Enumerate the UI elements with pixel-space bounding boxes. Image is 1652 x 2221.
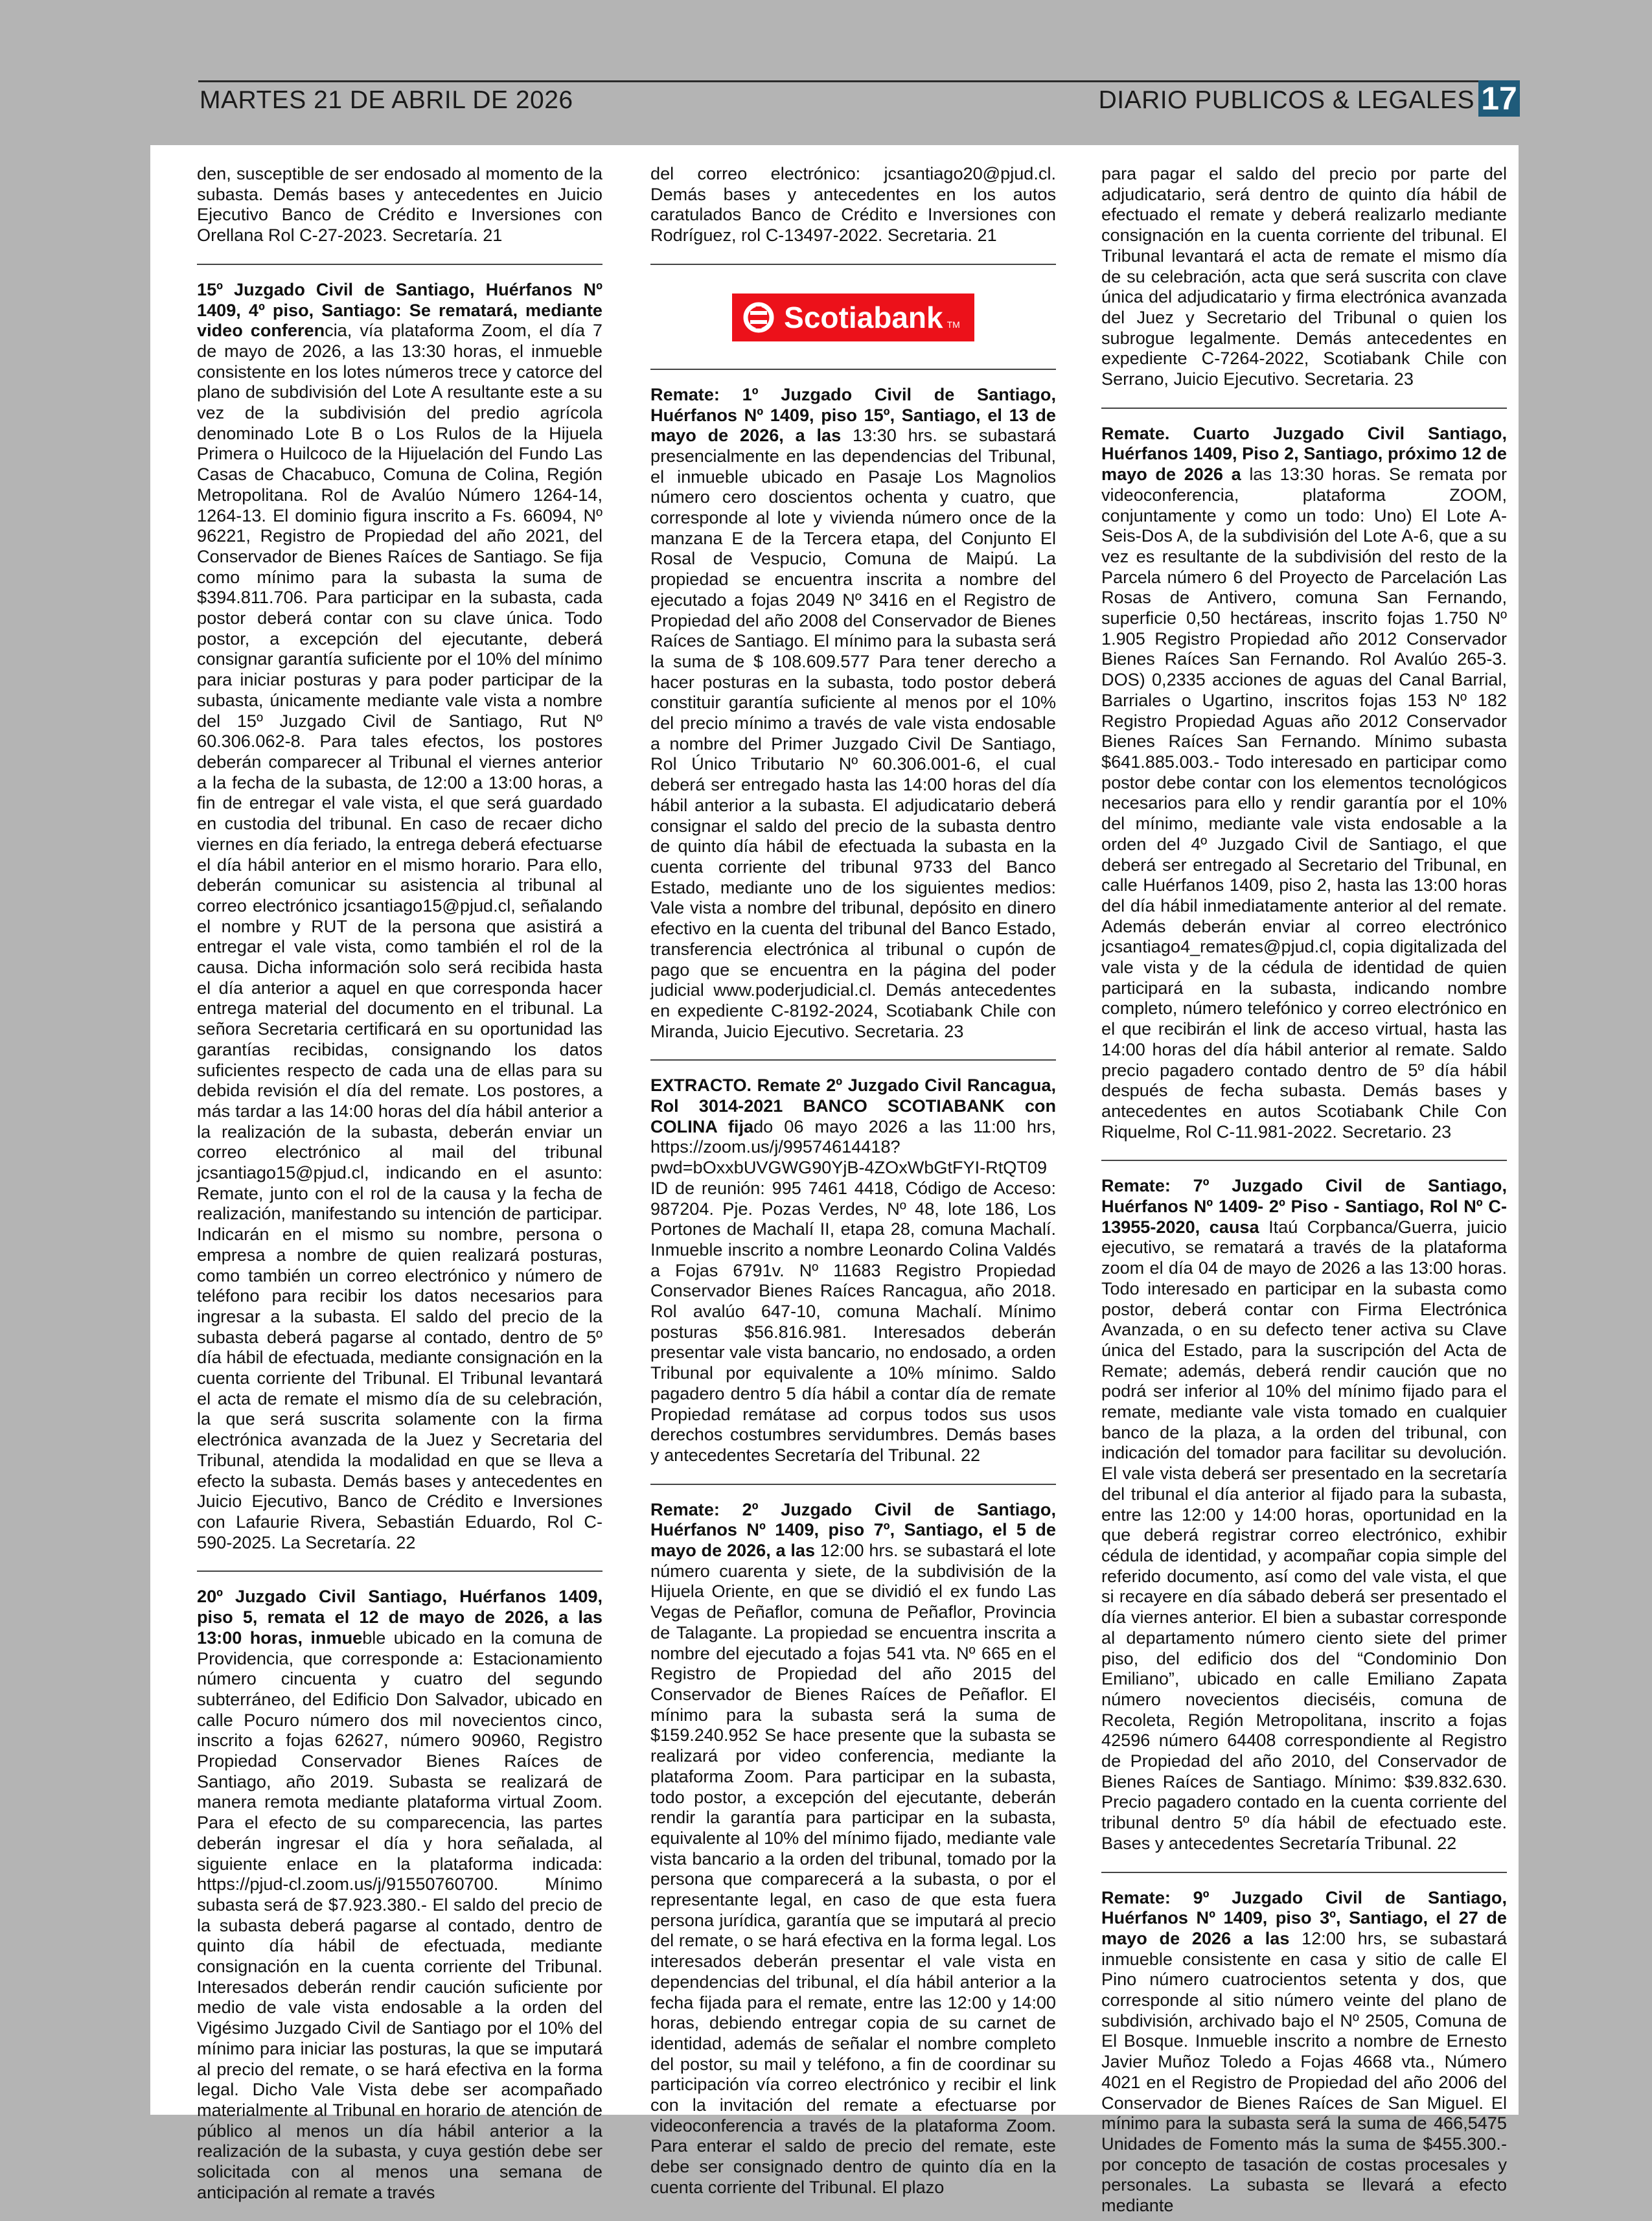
legal-notice	[1101, 163, 1507, 395]
notice-body: den, susceptible de ser endosado al momento de la subasta. Demás bases y antecedentes en Juicio Ejecutivo Banco de Crédito e Inversiones con Orellana Rol C-27-2023. Secretaría. 21	[197, 163, 602, 246]
legal-notice	[650, 1075, 1056, 1470]
notice-body: del correo electrónico: jcsantiago20@pjud.cl. Demás bases y antecedentes en los autos caratulados Banco de Crédito e Inversiones con Rodríguez, rol C-13497-2022. Secretaria. 21	[650, 163, 1056, 246]
logo-trademark: TM	[946, 319, 960, 330]
scotiabank-s-icon	[742, 301, 775, 334]
logo-wordmark: Scotiabank	[784, 300, 943, 334]
notice-divider	[650, 264, 1056, 265]
notice-body: 12:00 hrs. se subastará el lote número cuarenta y siete, de la subdivisión de la Hijuela Oriente, en que se dividió el ex fundo Las Vegas de Peñaflor, comuna de Peñaflor, Provincia de Talagante. La propiedad se encuentra inscrita a nombre del ejecutado a fojas 541 vta. Nº 665 en el Registro de Propiedad del año 2015 del Conservador de Bienes Raíces de Peñaflor. El mínimo para la subasta será la suma de $159.240.952 Se hace presente que la subasta se realizará por video conferencia, mediante la plataforma Zoom. Para participar en la subasta, todo postor, a excepción del ejecutante, deberán rendir la garantía para participar en la subasta, equivalente al 10% del mínimo fijado, mediante vale vista bancario a la orden del tribunal, tomado por la persona que comparecerá a la subasta, o por el representante legal, en caso de que esta fuera persona jurídica, garantía que se imputará al precio del remate, o se hará efectiva en la forma legal. Los interesados deberán presentar el vale vista en dependencias del tribunal, el día hábil anterior a la fecha fijada para el remate, entre las 12:00 y 14:00 horas, debiendo entregar copia de su carnet de identidad, además de señalar el nombre completo del postor, su mail y teléfono, a fin de coordinar su participación vía correo electrónico y recibir el link con la invitación del remate a efectuarse por videoconferencia a través de la plataforma Zoom. Para enterar el saldo de precio del remate, este debe ser consignado dentro de quinto día en la cuenta corriente del Tribunal. El plazo	[650, 1540, 1056, 2197]
notice-heading: 15º Juzgado Civil de Santiago, Huérfanos Nº 1409, 4º piso, Santiago: Se rematará, mediante video conferen	[197, 279, 602, 341]
notice-heading: EXTRACTO. Remate 2º Juzgado Civil Rancagua, Rol 3014-2021 BANCO SCOTIABANK con COLINA fija	[650, 1075, 1056, 1136]
legal-notice	[650, 384, 1056, 1047]
header-date: MARTES 21 DE ABRIL DE 2026	[200, 86, 573, 114]
legal-notice	[1101, 423, 1507, 1147]
legal-notice	[197, 163, 602, 251]
legal-notice	[197, 279, 602, 1558]
notice-divider	[1101, 1872, 1507, 1873]
notice-body: para pagar el saldo del precio por parte del adjudicatario, será dentro de quinto día hábil de efectuado el remate y deberá realizarlo mediante consignación en la cuenta corriente del tribunal. El Tribunal levantará el acta de remate el mismo día de su celebración, acta que será suscrita con clave única del adjudicatario y firma electrónica avanzada del Juez y Secretario del Tribunal o quien los subrogue legalmente. Demás antecedentes en expediente C-7264-2022, Scotiabank Chile con Serrano, Juicio Ejecutivo. Secretaria. 23	[1101, 163, 1507, 389]
notice-heading: Remate. Cuarto Juzgado Civil Santiago, Huérfanos 1409, Piso 2, Santiago, próximo 12 de mayo de 2026 a	[1101, 422, 1507, 485]
notice-body: cia, vía plataforma Zoom, el día 7 de mayo de 2026, a las 13:30 horas, el inmueble consistente en los lotes números trece y catorce del plano de subdivisión del Lote A resultante este a su vez de la subdivisión del predio agrícola denominado Lote B o Los Rulos de la Hijuela Primera o Huilcoco de la Hijuelación del Fundo Las Casas de Chacabuco, Comuna de Colina, Región Metropolitana. Rol de Avalúo Número 1264-14, 1264-13. El dominio figura inscrito a Fs. 66094, Nº 96221, Registro de Propiedad del año 2021, del Conservador de Bienes Raíces de Santiago. Se fija como mínimo para la subasta la suma de $394.811.706. Para participar en la subasta, cada postor deberá contar con su clave única. Todo postor, a excepción del ejecutante, deberá consignar garantía suficiente por el 10% del mínimo para iniciar posturas y para poder participar de la subasta, únicamente mediante vale vista a nombre del 15º Juzgado Civil de Santiago, Rut Nº 60.306.062-8. Para tales efectos, los postores deberán comparecer al Tribunal el viernes anterior a la fecha de la subasta, de 12:00 a 13:00 horas, a fin de entregar el vale vista, el que será guardado en custodia del tribunal. En caso de recaer dicho viernes en día feriado, la entrega deberá efectuarse el día hábil anterior en el mismo horario. Para ello, deberán comunicar su asistencia al tribunal al correo electrónico jcsantiago15@pjud.cl, señalando el nombre y RUT de la persona que asistirá a entregar el vale vista, como también el rol de la causa. Dicha información solo será recibida hasta el día anterior a aquel en que corresponda hacer entrega material del documento en el tribunal. La señora Secretaria certificará en su oportunidad las garantías recibidas, consignando los datos suficientes respecto de cada una de ellas para su debida revisión el día del remate. Los postores, a más tardar a las 14:00 horas del día hábil anterior a la realización de la subasta, deberán enviar un correo electrónico al mail del tribunal jcsantiago15@pjud.cl, indicando en el asunto: Remate, junto con el rol de la causa y la fecha de realización, manifestando su intención de participar. Indicarán en el mismo su nombre, persona o empresa a nombre de quien realizará posturas, como también un correo electrónico y número de teléfono para recibir los datos necesarios para ingresar a la subasta. El saldo del precio de la subasta deberá pagarse al contado, dentro de 5º día hábil de efectuada, mediante consignación en la cuenta corriente del Tribunal. El Tribunal levantará el acta de remate el mismo día de su celebración, la que será suscrita solamente con la firma electrónica avanzada de la Juez y Secretaria del Tribunal, atendida la modalidad en que se lleva a efecto la subasta. Demás bases y antecedentes en Juicio Ejecutivo, Banco de Crédito e Inversiones con Lafaurie Rivera, Sebastián Eduardo, Rol C-590-2025. La Secretaría. 22	[197, 320, 602, 1552]
column-1	[197, 163, 602, 2202]
page-number: 17	[1478, 80, 1520, 117]
notice-divider	[197, 1571, 602, 1572]
newspaper-page	[150, 145, 1519, 2216]
notice-heading: Remate: 1º Juzgado Civil de Santiago, Huérfanos Nº 1409, piso 15º, Santiago, el 13 de mayo de 2026, a las	[650, 384, 1056, 446]
notice-divider	[650, 1059, 1056, 1061]
notice-body: Itaú Corpbanca/Guerra, juicio ejecutivo, se rematará a través de la plataforma zoom el día 04 de mayo de 2026 a las 13:00 horas. Todo interesado en participar en la subasta como postor, deberá contar con Firma Electrónica Avanzada, o en su defecto tener activa su Clave única del Estado, para la suscripción del Acta de Remate; además, deberá rendir caución que no podrá ser inferior al 10% del mínimo fijado para el remate, mediante vale vista tomado en cualquier banco de la plaza, a la orden del tribunal, con indicación del tomador para facilitar su devolución. El vale vista deberá ser presentado en la secretaría del tribunal el día anterior al fijado para la subasta, entre las 12:00 y 14:00 horas, oportunidad en la que deberá registrar correo electrónico, exhibir cédula de identidad, y acompañar copia simple del referido documento, así como del vale vista, el que si recayere en día sábado deberá ser presentado el día viernes anterior. El bien a subastar corresponde al departamento número ciento siete del primer piso, del edificio dos del “Condominio Don Emiliano”, ubicado en calle Emiliano Zapata número novecientos dieciséis, comuna de Recoleta, Región Metropolitana, inscrito a fojas 42596 número 64408 correspondiente al Registro de Propiedad del año 2010, del Conservador de Bienes Raíces de Santiago. Mínimo: $39.832.630. Precio pagadero contado en la cuenta corriente del tribunal dentro 5º día hábil de efectuado este. Bases y antecedentes Secretaría Tribunal. 22	[1101, 1216, 1507, 1853]
publication-name: DIARIO PUBLICOS & LEGALES	[1098, 86, 1474, 114]
column-2	[650, 163, 1056, 2197]
notice-divider	[650, 369, 1056, 370]
notice-body: 13:30 hrs. se subastará presencialmente en las dependencias del Tribunal, el inmueble ubicado en Pasaje Los Magnolios número cero doscientos ochenta y cuatro, que corresponde al lote y vivienda número once de la manzana E de la Tercera etapa, del Conjunto El Rosal de Vespucio, Comuna de Maipú. La propiedad se encuentra inscrita a nombre del ejecutado a fojas 2049 Nº 3416 en el Registro de Propiedad del año 2008 del Conservador de Bienes Raíces de Santiago. El mínimo para la subasta será la suma de $ 108.609.577 Para tener derecho a hacer posturas en la subasta, todo postor deberá constituir garantía suficiente al menos por el 10% del precio mínimo a través de vale vista endosable a nombre del Primer Juzgado Civil De Santiago, Rol Único Tributario Nº 60.306.001-6, el cual deberá ser entregado hasta las 14:00 horas del día hábil anterior a la subasta. El adjudicatario deberá consignar el saldo del precio de la subasta dentro de quinto día hábil de efectuada la subasta en la cuenta corriente del tribunal 9733 del Banco Estado, mediante uno de los siguientes medios: Vale vista a nombre del tribunal, depósito en dinero efectivo en la cuenta del tribunal del Banco Estado, transferencia electrónica al tribunal o cupón de pago que se encuentra en la página del poder judicial www.poderjudicial.cl. Demás antecedentes en expediente C-8192-2024, Scotiabank Chile con Miranda, Juicio Ejecutivo. Secretaria. 23	[650, 425, 1056, 1041]
legal-notice	[650, 1499, 1056, 2203]
column-3	[1101, 163, 1507, 2216]
legal-notice	[197, 1586, 602, 2207]
notice-divider	[1101, 408, 1507, 409]
scotiabank-ad	[650, 279, 1056, 356]
legal-notice	[1101, 1887, 1507, 2221]
notice-body: las 13:30 horas. Se remata por videoconferencia, plataforma ZOOM, conjuntamente y como un todo: Uno) El Lote A-Seis-Dos A, de la subdivisión del Lote A-6, que a su vez es resultante de la subdivisión del resto de la Parcela número 6 del Proyecto de Parcelación Las Rosas de Antivero, comuna San Fernando, superficie 0,50 hectáreas, inscrito fojas 1.750 Nº 1.905 Registro Propiedad año 2012 Conservador Bienes Raíces San Fernando. Rol Avalúo 265-3. DOS) 0,2335 acciones de aguas del Canal Barrial, Barriales o Ugartino, inscritos fojas 153 Nº 182 Registro Propiedad Aguas año 2012 Conservador Bienes Raíces San Fernando. Mínimo subasta $641.885.003.- Todo interesado en participar como postor debe contar con los elementos tecnológicos necesarios para ello y rendir garantía por el 10% del mínimo, mediante vale vista endosable a la orden del 4º Juzgado Civil de Santiago, el que deberá ser entregado al Secretario del Tribunal, en calle Huérfanos 1409, piso 2, hasta las 13:00 horas del día hábil inmediatamente anterior al del remate. Además deberán enviar al correo electrónico jcsantiago4_remates@pjud.cl, copia digitalizada del vale vista y de la cédula de identidad de quien participará en la subasta, indicando nombre completo, número telefónico y correo electrónico en el que recibirán el link de acceso virtual, hasta las 14:00 horas del día hábil anterior al remate. Saldo precio pagadero contado dentro de 5º día hábil después de fecha subasta. Demás bases y antecedentes en autos Scotiabank Chile Con Riquelme, Rol C-11.981-2022. Secretario. 23	[1101, 464, 1507, 1142]
header-rule	[198, 80, 1520, 82]
legal-notice	[1101, 1175, 1507, 1858]
notice-divider	[650, 1484, 1056, 1485]
notice-heading: Remate: 7º Juzgado Civil de Santiago, Huérfanos Nº 1409- 2º Piso - Santiago, Rol Nº C-13955-2020, causa	[1101, 1175, 1507, 1237]
legal-notice	[650, 163, 1056, 251]
notice-heading: Remate: 2º Juzgado Civil de Santiago, Huérfanos Nº 1409, piso 7º, Santiago, el 5 de mayo de 2026, a las	[650, 1499, 1056, 1561]
notice-body: ble ubicado en la comuna de Providencia, que corresponde a: Estacionamiento número cincuenta y cuatro del segundo subterráneo, del Edificio Don Salvador, ubicado en calle Pocuro número dos mil novecientos cinco, inscrito a fojas 62627, número 90960, Registro Propiedad Conservador Bienes Raíces de Santiago, año 2019. Subasta se realizará de manera remota mediante plataforma virtual Zoom. Para el efecto de su comparecencia, las partes deberán ingresar el día y hora señalada, al siguiente enlace en la plataforma indicada: https://pjud-cl.zoom.us/j/91550760700. Mínimo subasta será de $7.923.380.- El saldo del precio de la subasta deberá pagarse al contado, dentro de quinto día hábil de efectuada, mediante consignación en la cuenta corriente del Tribunal. Interesados deberán rendir caución suficiente por medio de vale vista endosable a la orden del Vigésimo Juzgado Civil de Santiago por el 10% del mínimo para iniciar las posturas, la que se imputará al precio del remate, o se hará efectiva en la forma legal. Dicho Vale Vista debe ser acompañado materialmente al Tribunal en horario de atención de público al menos un día hábil anterior a la realización de la subasta, y cuya gestión debe ser solicitada con al menos una semana de anticipación al remate a través	[197, 1627, 602, 2202]
notice-body: do 06 mayo 2026 a las 11:00 hrs, https://zoom.us/j/99574614418?pwd=bOxxbUVGWG90YjB-4ZOxWbGtFYI-RtQT09 ID de reunión: 995 7461 4418, Código de Acceso: 987204. Pje. Pozas Verdes, Nº 48, lote 186, Los Portones de Machalí II, etapa 28, comuna Machalí. Inmueble inscrito a nombre Leonardo Colina Valdés a Fojas 6791v. Nº 11683 Registro Propiedad Conservador Bienes Raíces Rancagua, año 2018. Rol avalúo 647-10, comuna Machalí. Mínimo posturas $56.816.981. Interesados deberán presentar vale vista bancario, no endosado, a orden Tribunal por equivalente a 10% mínimo. Saldo pagadero dentro 5 día hábil a contar día de remate Propiedad remátase ad corpus todos sus usos derechos costumbres servidumbres. Demás bases y antecedentes Secretaría del Tribunal. 22	[650, 1116, 1056, 1465]
scotiabank-logo	[732, 293, 974, 341]
notice-divider	[1101, 1160, 1507, 1161]
notice-body: 12:00 hrs, se subastará inmueble consistente en casa y sitio de calle El Pino número cuatrocientos setenta y dos, que corresponde al sitio número veinte del plano de subdivisión, archivado bajo el Nº 2505, Comuna de El Bosque. Inmueble inscrito a nombre de Ernesto Javier Muñoz Toledo a Fojas 4668 vta., Número 4021 en el Registro de Propiedad del año 2006 del Conservador de Bienes Raíces de San Miguel. El mínimo para la subasta será la suma de 466,5475 Unidades de Fomento más la suma de $455.300.- por concepto de tasación de costas procesales y personales. La subasta se llevará a efecto mediante	[1101, 1928, 1507, 2216]
notice-heading: Remate: 9º Juzgado Civil de Santiago, Huérfanos Nº 1409, piso 3º, Santiago, el 27 de mayo de 2026 a las	[1101, 1887, 1507, 1948]
page-header	[198, 78, 1520, 117]
notice-heading: 20º Juzgado Civil Santiago, Huérfanos 1409, piso 5, remata el 12 de mayo de 2026, a las 13:00 horas, inmue	[197, 1586, 602, 1648]
notice-divider	[197, 264, 602, 265]
